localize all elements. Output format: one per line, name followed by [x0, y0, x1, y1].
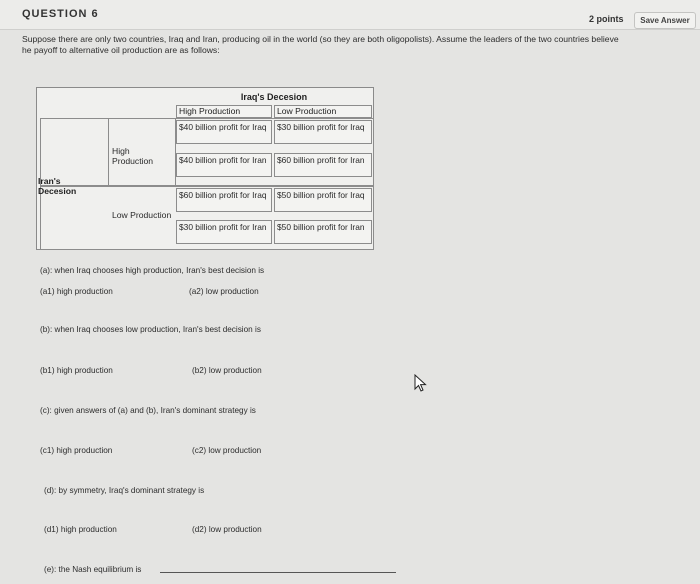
option-d1[interactable]: (d1) high production [44, 525, 117, 534]
payoff-lh-iran: $30 billion profit for Iran [176, 220, 272, 244]
payoff-ll-iran: $50 billion profit for Iran [274, 220, 372, 244]
question-b: (b): when Iraq chooses low production, Iran's best decision is [40, 325, 261, 334]
payoff-hh-iraq: $40 billion profit for Iraq [176, 120, 272, 144]
option-d2[interactable]: (d2) low production [192, 525, 262, 534]
question-a: (a): when Iraq chooses high production, Iran's best decision is [40, 266, 265, 275]
option-b1[interactable]: (b1) high production [40, 366, 113, 375]
row-header-low: Low Production [112, 210, 172, 220]
column-player-header: Iraq's Decesion [240, 92, 308, 102]
payoff-lh-iraq: $60 billion profit for Iraq [176, 188, 272, 212]
points-label: 2 points [589, 14, 624, 24]
column-header-low: Low Production [274, 105, 372, 118]
question-header-bar [0, 0, 700, 30]
payoff-ll-iraq: $50 billion profit for Iraq [274, 188, 372, 212]
option-b2[interactable]: (b2) low production [192, 366, 262, 375]
question-title: QUESTION 6 [22, 8, 99, 20]
payoff-hl-iran: $60 billion profit for Iran [274, 153, 372, 177]
mouse-pointer-icon [414, 374, 428, 392]
question-c: (c): given answers of (a) and (b), Iran's dominant strategy is [40, 406, 256, 415]
row-player-header: Iran's Decesion [38, 176, 77, 196]
save-answer-button[interactable]: Save Answer [634, 12, 696, 29]
nash-equilibrium-answer-line[interactable] [160, 572, 396, 573]
question-d: (d): by symmetry, Iraq's dominant strategy is [44, 486, 205, 495]
question-e: (e): the Nash equilibrium is [44, 565, 142, 574]
payoff-hh-iran: $40 billion profit for Iran [176, 153, 272, 177]
prompt-line-1: Suppose there are only two countries, Iraq and Iran, producing oil in the world (so they are both oligopolists). Assume the leaders of the two countries believe [22, 34, 619, 44]
option-c1[interactable]: (c1) high production [40, 446, 113, 455]
option-a1[interactable]: (a1) high production [40, 287, 113, 296]
option-c2[interactable]: (c2) low production [192, 446, 262, 455]
payoff-hl-iraq: $30 billion profit for Iraq [274, 120, 372, 144]
row-header-high: High Production [112, 146, 154, 166]
column-header-high: High Production [176, 105, 272, 118]
prompt-line-2: he payoff to alternative oil production are as follows: [22, 45, 220, 55]
option-a2[interactable]: (a2) low production [189, 287, 259, 296]
question-prompt [22, 34, 698, 56]
